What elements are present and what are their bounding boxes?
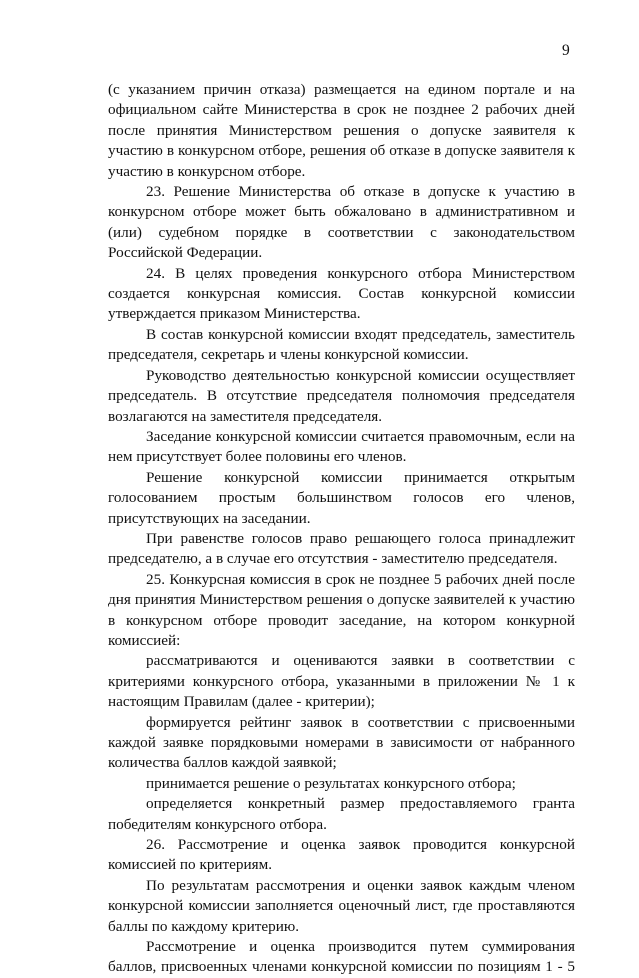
paragraph-commission-leadership: Руководство деятельностью конкурсной комиссии осуществляет председатель. В отсутствие председателя полномочия председателя возлагаются на заместителя председателя. <box>108 366 575 425</box>
list-item-rating: формируется рейтинг заявок в соответствии с присвоенными каждой заявке порядковыми номерами в зависимости от набранного количества баллов каждой заявкой; <box>108 713 575 772</box>
paragraph-clause-26: 26. Рассмотрение и оценка заявок проводится конкурсной комиссией по критериям. <box>108 836 575 874</box>
list-item-decision: принимается решение о результатах конкурсного отбора; <box>146 774 516 792</box>
paragraph-voting: Решение конкурсной комиссии принимается открытым голосованием простым большинством голосов его членов, присутствующих на заседании. <box>108 468 575 527</box>
paragraph-commission-composition: В состав конкурсной комиссии входят председатель, заместитель председателя, секретарь и члены конкурсной комиссии. <box>108 325 575 364</box>
paragraph-clause-23: 23. Решение Министерства об отказе в допуске к участию в конкурсном отборе может быть обжаловано в административном и (или) судебном порядке в соответствии с законодательством Российской Федерации. <box>108 183 575 262</box>
paragraph-evaluation-sheet: По результатам рассмотрения и оценки заявок каждым членом конкурсной комиссии заполняется оценочный лист, где проставляются баллы по каждому критерию. <box>108 876 575 935</box>
paragraph-scoring: Рассмотрение и оценка производится путем суммирования баллов, присвоенных членами конкурсной комиссии по позициям 1 - 5 <box>108 938 575 976</box>
list-item-grant-amount: определяется конкретный размер предоставляемого гранта победителям конкурсного отбора. <box>108 795 575 833</box>
paragraph-continuation: (с указанием причин отказа) размещается на едином портале и на официальном сайте Министерства в срок не позднее 2 рабочих дней после принятия Министерством решения о допуске заявителя к участию в конкурсном отборе, решения об отказе в допуске заявителя к участию в конкурсном отборе. <box>108 81 575 180</box>
page-number: 9 <box>562 42 570 59</box>
list-item-review: рассматриваются и оцениваются заявки в соответствии с критериями конкурсного отбора, указанными в приложении № 1 к настоящим Правилам (далее - критерии); <box>108 652 575 711</box>
paragraph-clause-25: 25. Конкурсная комиссия в срок не позднее 5 рабочих дней после дня принятия Министерством решения о допуске заявителей к участию в конкурсном отборе проводит заседание, на котором конкурной комиссией: <box>108 570 575 649</box>
paragraph-quorum: Заседание конкурсной комиссии считается правомочным, если на нем присутствует более половины его членов. <box>108 427 575 466</box>
paragraph-tie-vote: При равенстве голосов право решающего голоса принадлежит председателю, а в случае его отсутствия - заместителю председателя. <box>108 529 575 568</box>
document-body <box>108 80 575 978</box>
paragraph-clause-24: 24. В целях проведения конкурсного отбора Министерством создается конкурсная комиссия. Состав конкурсной комиссии утверждается приказом Министерства. <box>108 264 575 323</box>
